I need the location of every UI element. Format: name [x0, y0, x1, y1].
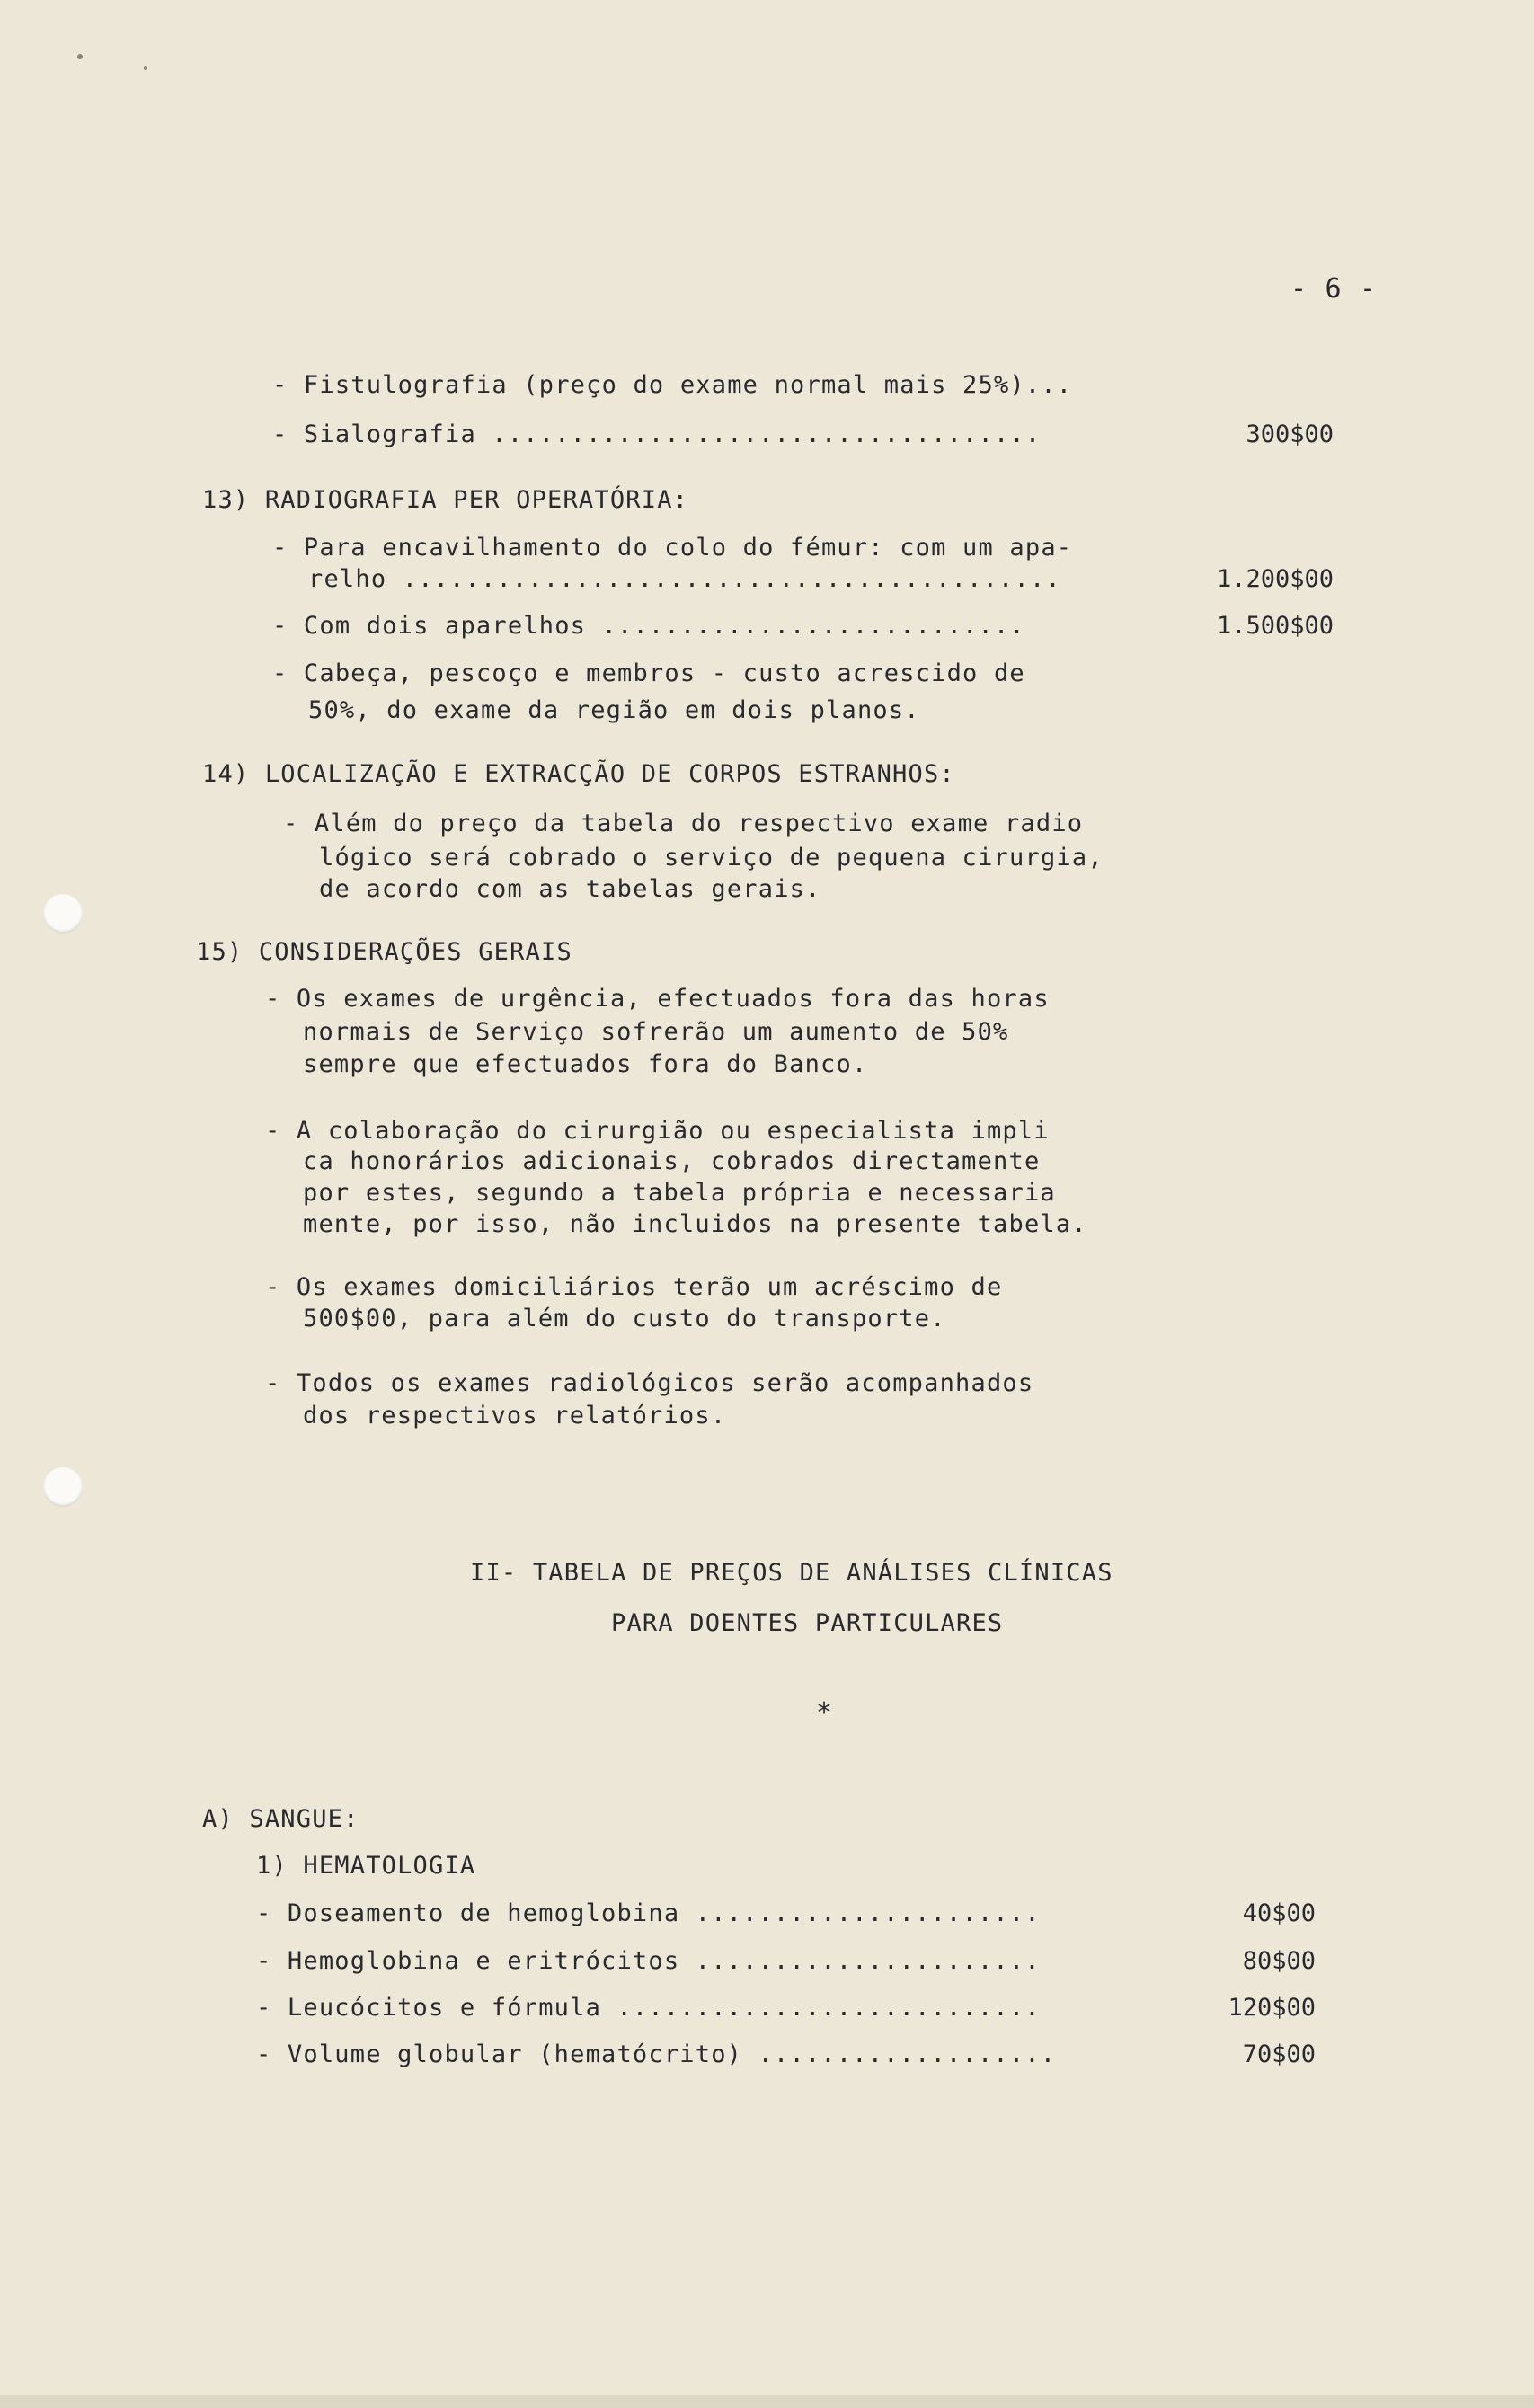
punch-hole [43, 894, 83, 934]
text-line: dos respectivos relatórios. [303, 1402, 727, 1430]
page-number: - 6 - [1290, 273, 1378, 305]
section-heading: 14) LOCALIZAÇÃO E EXTRACÇÃO DE CORPOS ESTRANHOS: [202, 760, 955, 788]
price-item: - Leucócitos e fórmula ........................... [256, 1994, 1041, 2022]
text-line: de acordo com as tabelas gerais. [319, 875, 821, 903]
text-line: - Fistulografia (preço do exame normal mais 25%)... [272, 371, 1073, 399]
text-line: - Os exames domiciliários terão um acréscimo de [265, 1273, 1003, 1301]
section-heading: A) SANGUE: [202, 1805, 359, 1833]
page-bottom-edge [0, 2395, 1534, 2408]
text-line: - Cabeça, pescoço e membros - custo acrescido de [272, 660, 1025, 687]
price-value: 300$00 [1246, 421, 1334, 448]
text-line: 50%, do exame da região em dois planos. [308, 696, 920, 724]
text-line: por estes, segundo a tabela própria e necessaria [303, 1179, 1056, 1207]
table-subtitle: PARA DOENTES PARTICULARES [611, 1609, 1004, 1637]
text-line: - Com dois aparelhos ........................... [272, 612, 1025, 640]
text-line: - A colaboração do cirurgião ou especialista impli [265, 1117, 1050, 1145]
price-value: 120$00 [1228, 1994, 1316, 2022]
paper-spot [144, 66, 147, 70]
paper-spot [77, 54, 83, 59]
text-line: relho .......................................... [308, 565, 1061, 593]
text-line: sempre que efectuados fora do Banco. [303, 1050, 868, 1078]
punch-hole [43, 1467, 83, 1507]
text-line: - Todos os exames radiológicos serão acompanhados [265, 1369, 1034, 1397]
section-heading: 13) RADIOGRAFIA PER OPERATÓRIA: [202, 486, 689, 514]
text-line: - Além do preço da tabela do respectivo exame radio [283, 810, 1084, 837]
text-line: lógico será cobrado o serviço de pequena cirurgia, [319, 844, 1104, 872]
table-title: II- TABELA DE PREÇOS DE ANÁLISES CLÍNICAS [470, 1559, 1113, 1587]
subsection-heading: 1) HEMATOLOGIA [256, 1852, 476, 1880]
asterisk-separator: * [816, 1697, 834, 1729]
section-heading: 15) CONSIDERAÇÕES GERAIS [196, 938, 572, 966]
text-line: 500$00, para além do custo do transporte. [303, 1305, 946, 1332]
price-value: 1.500$00 [1216, 612, 1334, 640]
price-value: 1.200$00 [1216, 565, 1334, 593]
text-line: ca honorários adicionais, cobrados directamente [303, 1147, 1041, 1175]
text-line: normais de Serviço sofrerão um aumento de 50% [303, 1018, 1009, 1046]
price-value: 70$00 [1242, 2041, 1316, 2068]
price-item: - Hemoglobina e eritrócitos ...................... [256, 1947, 1041, 1975]
text-line: - Para encavilhamento do colo do fémur: com um apa- [272, 534, 1073, 562]
price-item: - Volume globular (hematócrito) ................... [256, 2041, 1057, 2068]
text-line: mente, por isso, não incluidos na presente tabela. [303, 1210, 1087, 1238]
price-value: 40$00 [1242, 1899, 1316, 1927]
price-value: 80$00 [1242, 1947, 1316, 1975]
price-item: - Doseamento de hemoglobina ...................... [256, 1899, 1041, 1927]
text-line: - Os exames de urgência, efectuados fora das horas [265, 985, 1050, 1013]
text-line: - Sialografia ................................... [272, 421, 1042, 448]
